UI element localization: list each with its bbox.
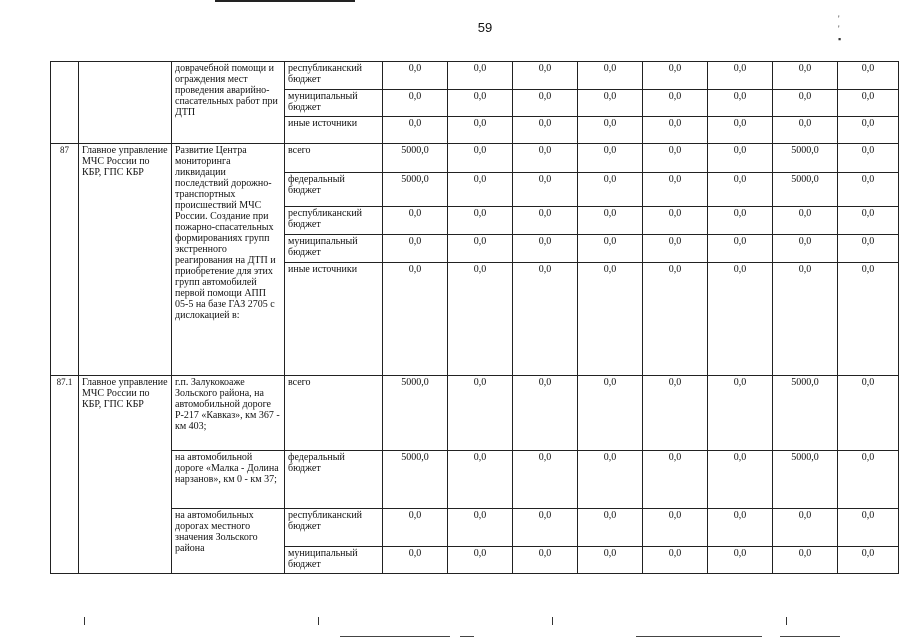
- value-cell: 0,0: [448, 376, 513, 451]
- value-cell: 0,0: [448, 62, 513, 90]
- value-cell: 5000,0: [383, 173, 448, 207]
- value-cell: 0,0: [643, 207, 708, 235]
- funding-source: муниципальный бюджет: [285, 235, 383, 263]
- value-cell: 0,0: [838, 263, 899, 376]
- value-cell: 0,0: [513, 547, 578, 574]
- value-cell: 0,0: [383, 207, 448, 235]
- value-cell: 5000,0: [773, 376, 838, 451]
- value-cell: 0,0: [513, 117, 578, 144]
- value-cell: 0,0: [578, 62, 643, 90]
- executor-cell: Главное управление МЧС России по КБР, ГПС КБР: [79, 144, 172, 376]
- executor-cell: [79, 62, 172, 144]
- value-cell: 0,0: [773, 207, 838, 235]
- value-cell: 0,0: [708, 235, 773, 263]
- value-cell: 0,0: [773, 547, 838, 574]
- value-cell: 0,0: [838, 90, 899, 117]
- measure-cell: Развитие Центра мониторинга ликвидации последствий дорожно-транспортных происшествий МЧС России. Создание при пожарно-спасательных формированиях групп экстренного реагирования на ДТП и приобретение для этих групп автомобилей первой помощи АПП 05-5 на базе ГАЗ 2705 с дислокацией в:: [172, 144, 285, 376]
- value-cell: 0,0: [513, 207, 578, 235]
- value-cell: 0,0: [643, 144, 708, 173]
- value-cell: 0,0: [708, 62, 773, 90]
- top-rule: [215, 0, 355, 2]
- value-cell: 0,0: [448, 547, 513, 574]
- scan-line: [780, 636, 840, 637]
- value-cell: 0,0: [708, 451, 773, 509]
- value-cell: 0,0: [578, 117, 643, 144]
- value-cell: 0,0: [773, 117, 838, 144]
- value-cell: 0,0: [838, 376, 899, 451]
- value-cell: 0,0: [643, 62, 708, 90]
- value-cell: 0,0: [448, 90, 513, 117]
- value-cell: 0,0: [643, 235, 708, 263]
- measure-cell: г.п. Залукокоаже Зольского района, на автомобильной дороге Р-217 «Кавказ», км 367 - км 403;: [172, 376, 285, 451]
- value-cell: 0,0: [708, 547, 773, 574]
- value-cell: 0,0: [513, 173, 578, 207]
- value-cell: 0,0: [838, 62, 899, 90]
- value-cell: 0,0: [513, 451, 578, 509]
- row-number-cell: [51, 62, 79, 144]
- value-cell: 0,0: [708, 144, 773, 173]
- value-cell: 0,0: [708, 509, 773, 547]
- funding-source: республиканский бюджет: [285, 62, 383, 90]
- value-cell: 0,0: [513, 509, 578, 547]
- scan-line: [340, 636, 450, 637]
- table-row: [51, 451, 899, 509]
- value-cell: 0,0: [643, 173, 708, 207]
- value-cell: 0,0: [513, 263, 578, 376]
- value-cell: 0,0: [578, 90, 643, 117]
- value-cell: 0,0: [578, 207, 643, 235]
- table-row: [51, 144, 899, 173]
- funding-source: всего: [285, 144, 383, 173]
- value-cell: 5000,0: [773, 173, 838, 207]
- funding-source: муниципальный бюджет: [285, 90, 383, 117]
- value-cell: 0,0: [773, 263, 838, 376]
- measure-cell: на автомобильных дорогах местного значения Зольского района: [172, 509, 285, 574]
- value-cell: 0,0: [448, 263, 513, 376]
- value-cell: 5000,0: [773, 451, 838, 509]
- value-cell: 0,0: [708, 90, 773, 117]
- funding-source: республиканский бюджет: [285, 509, 383, 547]
- value-cell: 5000,0: [383, 451, 448, 509]
- funding-source: иные источники: [285, 117, 383, 144]
- scan-marks: ' ' ▪: [838, 14, 872, 44]
- value-cell: 0,0: [643, 263, 708, 376]
- funding-source: иные источники: [285, 263, 383, 376]
- value-cell: 0,0: [383, 62, 448, 90]
- value-cell: 0,0: [383, 509, 448, 547]
- measure-cell: на автомобильной дороге «Малка - Долина нарзанов», км 0 - км 37;: [172, 451, 285, 509]
- value-cell: 0,0: [643, 90, 708, 117]
- scan-artifacts: [0, 612, 905, 640]
- value-cell: 0,0: [578, 451, 643, 509]
- executor-cell: Главное управление МЧС России по КБР, ГПС КБР: [79, 376, 172, 574]
- value-cell: 0,0: [513, 90, 578, 117]
- row-number-cell: 87.1: [51, 376, 79, 574]
- value-cell: 0,0: [578, 144, 643, 173]
- value-cell: 0,0: [578, 376, 643, 451]
- funding-source: республиканский бюджет: [285, 207, 383, 235]
- value-cell: 5000,0: [383, 144, 448, 173]
- value-cell: 0,0: [708, 173, 773, 207]
- funding-source: всего: [285, 376, 383, 451]
- value-cell: 0,0: [773, 90, 838, 117]
- value-cell: 5000,0: [383, 376, 448, 451]
- value-cell: 0,0: [578, 263, 643, 376]
- value-cell: 0,0: [383, 117, 448, 144]
- scan-tick: [84, 617, 85, 625]
- table-row: [51, 509, 899, 547]
- value-cell: 0,0: [383, 263, 448, 376]
- value-cell: 0,0: [708, 117, 773, 144]
- value-cell: 0,0: [578, 173, 643, 207]
- value-cell: 0,0: [838, 509, 899, 547]
- funding-source: муниципальный бюджет: [285, 547, 383, 574]
- scan-line: [636, 636, 762, 637]
- value-cell: 0,0: [838, 173, 899, 207]
- value-cell: 0,0: [708, 263, 773, 376]
- value-cell: 0,0: [383, 547, 448, 574]
- value-cell: 0,0: [773, 509, 838, 547]
- value-cell: 0,0: [643, 451, 708, 509]
- value-cell: 0,0: [773, 235, 838, 263]
- value-cell: 0,0: [513, 235, 578, 263]
- measure-cell: доврачебной помощи и ограждения мест проведения аварийно-спасательных работ при ДТП: [172, 62, 285, 144]
- value-cell: 0,0: [383, 235, 448, 263]
- value-cell: 0,0: [578, 235, 643, 263]
- value-cell: 0,0: [448, 509, 513, 547]
- page-number: 59: [477, 20, 493, 35]
- value-cell: 0,0: [383, 90, 448, 117]
- value-cell: 0,0: [708, 376, 773, 451]
- value-cell: 0,0: [448, 235, 513, 263]
- scan-tick: [318, 617, 319, 625]
- value-cell: 0,0: [513, 62, 578, 90]
- funding-source: федеральный бюджет: [285, 173, 383, 207]
- value-cell: 0,0: [773, 62, 838, 90]
- value-cell: 0,0: [838, 144, 899, 173]
- funding-source: федеральный бюджет: [285, 451, 383, 509]
- value-cell: 0,0: [838, 451, 899, 509]
- scan-tick: [552, 617, 553, 625]
- scan-tick: [786, 617, 787, 625]
- value-cell: 0,0: [513, 376, 578, 451]
- value-cell: 0,0: [643, 117, 708, 144]
- value-cell: 0,0: [643, 376, 708, 451]
- value-cell: 0,0: [448, 144, 513, 173]
- value-cell: 0,0: [448, 451, 513, 509]
- value-cell: 0,0: [838, 235, 899, 263]
- value-cell: 0,0: [578, 547, 643, 574]
- row-number-cell: 87: [51, 144, 79, 376]
- scan-line: [460, 636, 474, 637]
- value-cell: 5000,0: [773, 144, 838, 173]
- value-cell: 0,0: [578, 509, 643, 547]
- value-cell: 0,0: [643, 509, 708, 547]
- table-row: [51, 62, 899, 90]
- value-cell: 0,0: [513, 144, 578, 173]
- value-cell: 0,0: [448, 117, 513, 144]
- value-cell: 0,0: [838, 547, 899, 574]
- value-cell: 0,0: [448, 173, 513, 207]
- value-cell: 0,0: [838, 207, 899, 235]
- value-cell: 0,0: [448, 207, 513, 235]
- budget-table: [50, 61, 899, 574]
- value-cell: 0,0: [708, 207, 773, 235]
- table-row: [51, 376, 899, 451]
- value-cell: 0,0: [838, 117, 899, 144]
- value-cell: 0,0: [643, 547, 708, 574]
